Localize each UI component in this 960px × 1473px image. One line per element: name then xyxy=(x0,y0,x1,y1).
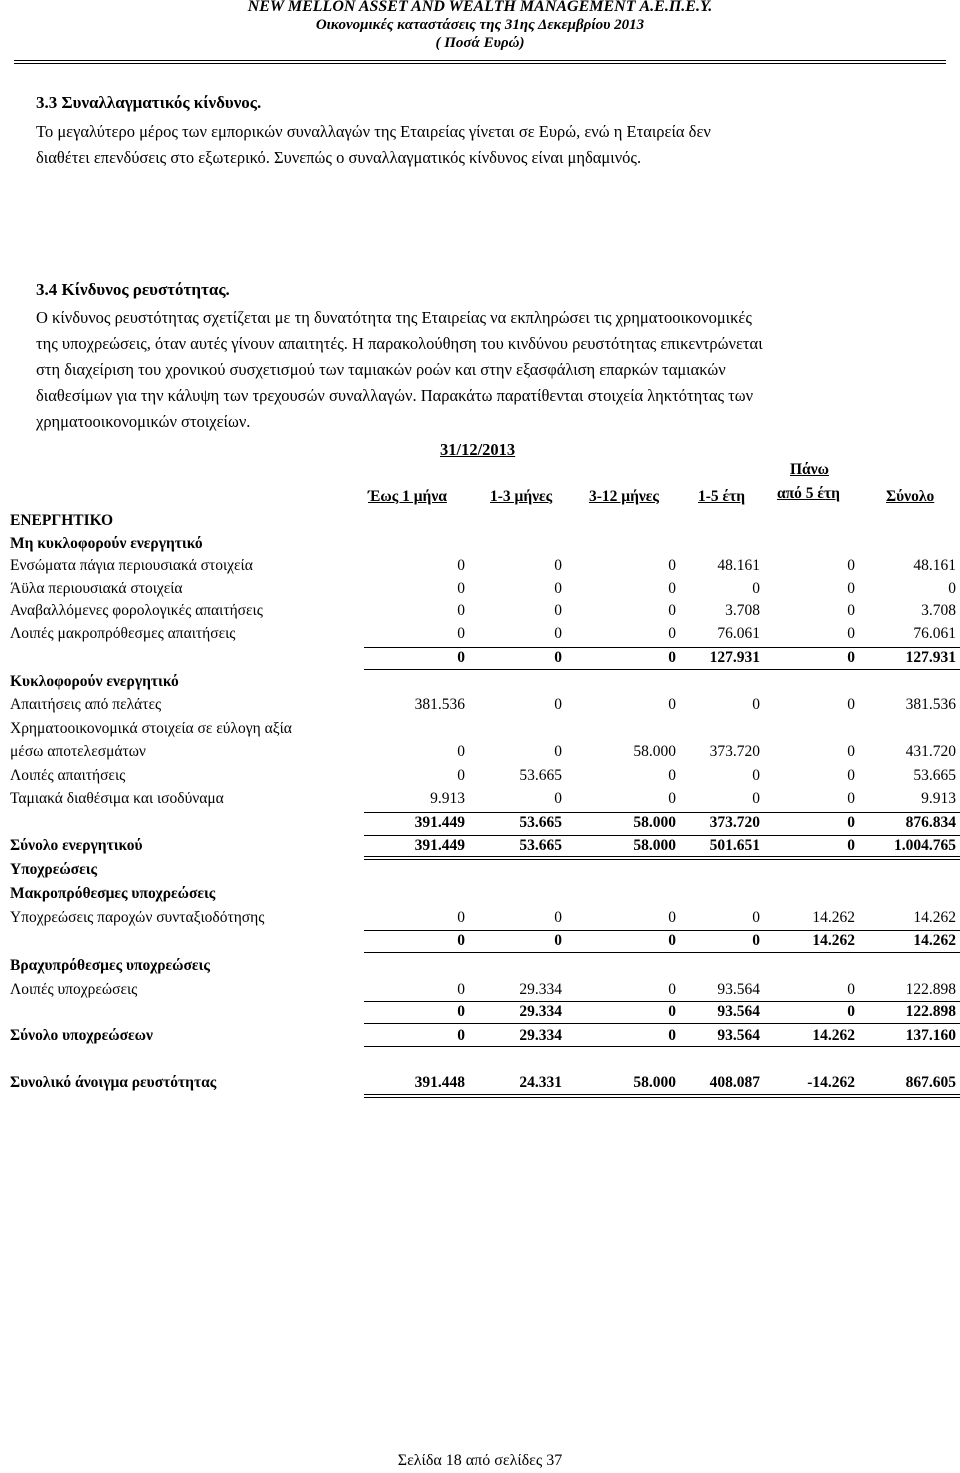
row-label: ΕΝΕΡΓΗΤΙΚΟ xyxy=(10,512,114,529)
row-label: μέσω αποτελεσμάτων xyxy=(10,743,146,760)
cell-c1: 0 xyxy=(457,649,465,666)
row-label: Λοιπές μακροπρόθεσμες απαιτήσεις xyxy=(10,625,236,642)
table-row xyxy=(0,1074,960,1096)
table-row xyxy=(0,625,960,647)
cell-c4: 0 xyxy=(752,790,760,807)
cell-c3: 0 xyxy=(668,557,676,574)
table-row xyxy=(0,885,960,907)
cell-c2: 29.334 xyxy=(519,981,562,998)
table-row xyxy=(0,790,960,812)
cell-c2: 0 xyxy=(554,909,562,926)
cell-c1: 0 xyxy=(457,932,465,949)
cell-c2: 53.665 xyxy=(519,767,562,784)
table-row xyxy=(0,932,960,954)
cell-c1: 0 xyxy=(457,909,465,926)
cell-c5: 0 xyxy=(847,557,855,574)
cell-c5: 0 xyxy=(847,767,855,784)
table-rule xyxy=(364,835,960,836)
table-date: 31/12/2013 xyxy=(440,440,516,459)
table-rule xyxy=(364,647,960,648)
cell-c5: 0 xyxy=(847,981,855,998)
cell-c1: 0 xyxy=(457,981,465,998)
cell-c5: 14.262 xyxy=(812,932,855,949)
cell-c2: 0 xyxy=(554,580,562,597)
cell-c2: 53.665 xyxy=(519,837,562,854)
table-rule xyxy=(364,859,960,860)
cell-c5: 0 xyxy=(847,1003,855,1020)
cell-c6: 127.931 xyxy=(905,649,956,666)
cell-c3: 0 xyxy=(668,1003,676,1020)
table-row xyxy=(0,512,960,534)
cell-c4: 48.161 xyxy=(717,557,760,574)
cell-c2: 0 xyxy=(554,602,562,619)
cell-c6: 867.605 xyxy=(905,1074,956,1091)
cell-c5: 0 xyxy=(847,602,855,619)
cell-c1: 0 xyxy=(457,1027,465,1044)
cell-c3: 0 xyxy=(668,649,676,666)
cell-c1: 9.913 xyxy=(430,790,465,807)
col-header-over-5-years-bottom: από 5 έτη xyxy=(777,485,840,502)
cell-c5: 0 xyxy=(847,696,855,713)
cell-c1: 0 xyxy=(457,743,465,760)
cell-c3: 0 xyxy=(668,580,676,597)
section-3-3-line-1: Το μεγαλύτερο μέρος των εμπορικών συναλλαγών της Εταιρείας γίνεται σε Ευρώ, ενώ η Εταιρεία δεν xyxy=(36,122,711,141)
cell-c2: 0 xyxy=(554,932,562,949)
cell-c5: 14.262 xyxy=(812,1027,855,1044)
table-row xyxy=(0,557,960,579)
cell-c1: 0 xyxy=(457,580,465,597)
cell-c2: 29.334 xyxy=(519,1027,562,1044)
table-row xyxy=(0,580,960,602)
cell-c6: 137.160 xyxy=(905,1027,956,1044)
cell-c3: 0 xyxy=(668,932,676,949)
table-row xyxy=(0,673,960,695)
cell-c1: 391.449 xyxy=(414,837,465,854)
cell-c3: 58.000 xyxy=(633,814,676,831)
cell-c6: 1.004.765 xyxy=(894,837,956,854)
cell-c4: 0 xyxy=(752,767,760,784)
table-rule xyxy=(364,1023,960,1024)
table-row xyxy=(0,1003,960,1025)
table-row xyxy=(0,909,960,931)
row-label: Λοιπές απαιτήσεις xyxy=(10,767,126,784)
row-label: Βραχυπρόθεσμες υποχρεώσεις xyxy=(10,957,210,974)
table-rule xyxy=(364,1046,960,1047)
cell-c6: 381.536 xyxy=(905,696,956,713)
row-label: Σύνολο υποχρεώσεων xyxy=(10,1027,153,1044)
table-row xyxy=(0,696,960,718)
table-rule xyxy=(364,952,960,953)
cell-c2: 53.665 xyxy=(519,814,562,831)
section-3-3-line-2: διαθέτει επενδύσεις στο εξωτερικό. Συνεπώς ο συναλλαγματικός κίνδυνος είναι μηδαμινός. xyxy=(36,148,642,167)
cell-c6: 0 xyxy=(948,580,956,597)
row-label: Αναβαλλόμενες φορολογικές απαιτήσεις xyxy=(10,602,263,619)
section-3-4-line-3: στη διαχείριση του χρονικού συσχετισμού των ταμιακών ροών και στην εξασφάλιση επαρκών ταμιακών xyxy=(36,360,726,379)
cell-c5: 14.262 xyxy=(812,909,855,926)
cell-c3: 0 xyxy=(668,696,676,713)
cell-c2: 0 xyxy=(554,557,562,574)
table-row xyxy=(0,720,960,742)
row-label: Υποχρεώσεις παροχών συνταξιοδότησης xyxy=(10,909,265,926)
section-3-4-line-4: διαθεσίμων για την κάλυψη των τρεχουσών συναλλαγών. Παρακάτω παρατίθενται στοιχεία ληκτότητας των xyxy=(36,386,754,405)
cell-c3: 0 xyxy=(668,602,676,619)
cell-c4: 501.651 xyxy=(709,837,760,854)
table-row xyxy=(0,861,960,883)
table-rule xyxy=(364,930,960,931)
cell-c5: -14.262 xyxy=(807,1074,855,1091)
cell-c5: 0 xyxy=(847,580,855,597)
table-row xyxy=(0,814,960,836)
cell-c3: 0 xyxy=(668,981,676,998)
col-header-total: Σύνολο xyxy=(886,488,935,505)
report-subtitle: Οικονομικές καταστάσεις της 31ης Δεκεμβρίου 2013 xyxy=(315,17,645,33)
table-row xyxy=(0,957,960,979)
cell-c4: 408.087 xyxy=(709,1074,760,1091)
cell-c3: 0 xyxy=(668,1027,676,1044)
cell-c6: 122.898 xyxy=(905,1003,956,1020)
table-rule xyxy=(364,1097,960,1098)
cell-c3: 0 xyxy=(668,767,676,784)
cell-c3: 58.000 xyxy=(633,1074,676,1091)
cell-c4: 93.564 xyxy=(717,981,760,998)
cell-c6: 122.898 xyxy=(905,981,956,998)
currency-note: ( Ποσά Ευρώ) xyxy=(435,35,525,51)
cell-c4: 0 xyxy=(752,932,760,949)
cell-c2: 0 xyxy=(554,790,562,807)
row-label: Μακροπρόθεσμες υποχρεώσεις xyxy=(10,885,216,902)
row-label: Χρηματοοικονομικά στοιχεία σε εύλογη αξία xyxy=(10,720,292,737)
row-label: Ενσώματα πάγια περιουσιακά στοιχεία xyxy=(10,557,253,574)
section-3-4-line-2: της υποχρεώσεις, όταν αυτές γίνουν απαιτητές. Η παρακολούθηση του κινδύνου ρευστότητας επικεντρώνεται xyxy=(36,334,763,353)
cell-c6: 3.708 xyxy=(921,602,956,619)
table-row xyxy=(0,767,960,789)
cell-c4: 373.720 xyxy=(709,743,760,760)
table-rule xyxy=(364,812,960,813)
table-rule xyxy=(364,669,960,670)
row-label: Άϋλα περιουσιακά στοιχεία xyxy=(10,580,183,597)
table-row xyxy=(0,981,960,1003)
cell-c1: 391.448 xyxy=(414,1074,465,1091)
cell-c3: 58.000 xyxy=(633,743,676,760)
col-header-1-5-years: 1-5 έτη xyxy=(698,488,746,505)
row-label: Σύνολο ενεργητικού xyxy=(10,837,143,854)
col-header-3-12-months: 3-12 μήνες xyxy=(589,488,659,505)
cell-c6: 431.720 xyxy=(905,743,956,760)
table-rule xyxy=(364,856,960,857)
table-row xyxy=(0,535,960,557)
cell-c2: 0 xyxy=(554,625,562,642)
cell-c1: 0 xyxy=(457,767,465,784)
cell-c6: 53.665 xyxy=(913,767,956,784)
cell-c1: 0 xyxy=(457,625,465,642)
cell-c3: 0 xyxy=(668,909,676,926)
col-header-up-to-1-month: Έως 1 μήνα xyxy=(368,488,447,505)
cell-c4: 0 xyxy=(752,909,760,926)
table-rule xyxy=(364,1001,960,1002)
company-name: NEW MELLON ASSET AND WEALTH MANAGEMENT Α.Ε.Π.Ε.Υ. xyxy=(247,0,713,15)
header-divider xyxy=(14,60,946,64)
cell-c1: 0 xyxy=(457,557,465,574)
col-header-1-3-months: 1-3 μήνες xyxy=(490,488,553,505)
row-label: Υποχρεώσεις xyxy=(10,861,98,878)
cell-c3: 58.000 xyxy=(633,837,676,854)
cell-c4: 0 xyxy=(752,580,760,597)
table-row xyxy=(0,649,960,671)
cell-c1: 381.536 xyxy=(414,696,465,713)
cell-c2: 29.334 xyxy=(519,1003,562,1020)
cell-c1: 0 xyxy=(457,602,465,619)
cell-c4: 93.564 xyxy=(717,1027,760,1044)
table-rule xyxy=(364,1094,960,1095)
cell-c6: 14.262 xyxy=(913,932,956,949)
row-label: Λοιπές υποχρεώσεις xyxy=(10,981,138,998)
cell-c6: 48.161 xyxy=(913,557,956,574)
table-row xyxy=(0,602,960,624)
cell-c1: 0 xyxy=(457,1003,465,1020)
cell-c5: 0 xyxy=(847,649,855,666)
row-label: Απαιτήσεις από πελάτες xyxy=(10,696,162,713)
col-header-over-5-years-top: Πάνω xyxy=(790,461,829,478)
cell-c4: 3.708 xyxy=(725,602,760,619)
cell-c2: 0 xyxy=(554,743,562,760)
cell-c5: 0 xyxy=(847,625,855,642)
cell-c5: 0 xyxy=(847,790,855,807)
table-row xyxy=(0,743,960,765)
row-label: Ταμιακά διαθέσιμα και ισοδύναμα xyxy=(10,790,224,807)
section-3-4-line-1: Ο κίνδυνος ρευστότητας σχετίζεται με τη δυνατότητα της Εταιρείας να εκπληρώσει τις χρηματοοικονομικές xyxy=(36,308,752,327)
cell-c2: 24.331 xyxy=(519,1074,562,1091)
cell-c4: 93.564 xyxy=(717,1003,760,1020)
cell-c3: 0 xyxy=(668,790,676,807)
cell-c3: 0 xyxy=(668,625,676,642)
cell-c6: 876.834 xyxy=(905,814,956,831)
cell-c6: 76.061 xyxy=(913,625,956,642)
row-label: Κυκλοφορούν ενεργητικό xyxy=(10,673,179,690)
cell-c6: 14.262 xyxy=(913,909,956,926)
row-label: Συνολικό άνοιγμα ρευστότητας xyxy=(10,1074,217,1091)
cell-c5: 0 xyxy=(847,743,855,760)
cell-c5: 0 xyxy=(847,814,855,831)
cell-c4: 127.931 xyxy=(709,649,760,666)
cell-c5: 0 xyxy=(847,837,855,854)
page-footer: Σελίδα 18 από σελίδες 37 xyxy=(397,1452,563,1469)
row-label: Μη κυκλοφορούν ενεργητικό xyxy=(10,535,203,552)
section-3-3-title: 3.3 Συναλλαγματικός κίνδυνος. xyxy=(36,93,262,112)
section-3-4-line-5: χρηματοοικονομικών στοιχείων. xyxy=(36,412,251,431)
cell-c4: 76.061 xyxy=(717,625,760,642)
cell-c1: 391.449 xyxy=(414,814,465,831)
cell-c6: 9.913 xyxy=(921,790,956,807)
cell-c2: 0 xyxy=(554,649,562,666)
section-3-4-title: 3.4 Κίνδυνος ρευστότητας. xyxy=(36,280,230,299)
cell-c4: 0 xyxy=(752,696,760,713)
cell-c2: 0 xyxy=(554,696,562,713)
cell-c4: 373.720 xyxy=(709,814,760,831)
